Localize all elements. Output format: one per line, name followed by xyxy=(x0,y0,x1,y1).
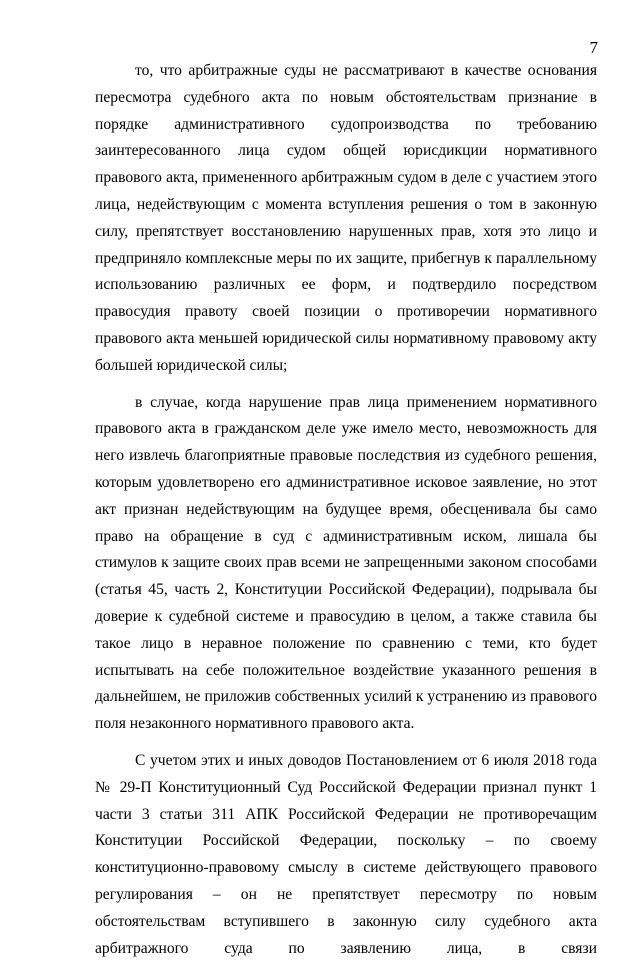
paragraph-third: С учетом этих и иных доводов Постановлением от 6 июля 2018 года № 29-П Конституционный Суд Российской Федерации признал пункт 1 части 3 статьи 311 АПК Российской Федерации не противоречащим Конституции Российской Федерации, поскольку – по своему конституционно-правовому смыслу в системе действующего правового регулирования – он не препятствует пересмотру по новым обстоятельствам вступившего в законную силу судебного акта арбитражного суда по заявлению лица, в связи xyxy=(95,751,597,957)
paragraph-continuation: то, что арбитражные суды не рассматривают в качестве основания пересмотра судебного акта по новым обстоятельствам признание в порядке административного судопроизводства по требованию заинтересованного лица судом общей юрисдикции нормативного правового акта, примененного арбитражным судом в деле с участием этого лица, недействующим с момента вступления решения о том в законную силу, препятствует восстановлению нарушенных прав, хотя это лицо и предприняло комплексные меры по их защите, прибегнув к параллельному использованию различных ее форм, и подтвердило посредством правосудия правоту своей позиции о противоречии нормативного правового акта меньшей юридической силы нормативному правовому акту большей юридической силы; xyxy=(95,62,597,374)
page-number: 7 xyxy=(589,38,598,57)
document-body xyxy=(95,58,597,962)
paragraph-second: в случае, когда нарушение прав лица применением нормативного правового акта в гражданском деле уже имело место, невозможность для него извлечь благоприятные правовые последствия из судебного решения, которым удовлетворено его административное исковое заявление, но этот акт признан недействующим на будущее время, обесценивала бы само право на обращение в суд с административным иском, лишала бы стимулов к защите своих прав всеми не запрещенными законом способами (статья 45, часть 2, Конституции Российской Федерации), подрывала бы доверие к судебной системе и правосудию в целом, а также ставила бы такое лицо в неравное положение по сравнению с теми, кто будет испытывать на себе положительное воздействие указанного решения в дальнейшем, не приложив собственных усилий к устранению из правового поля незаконного нормативного правового акта. xyxy=(95,393,597,733)
